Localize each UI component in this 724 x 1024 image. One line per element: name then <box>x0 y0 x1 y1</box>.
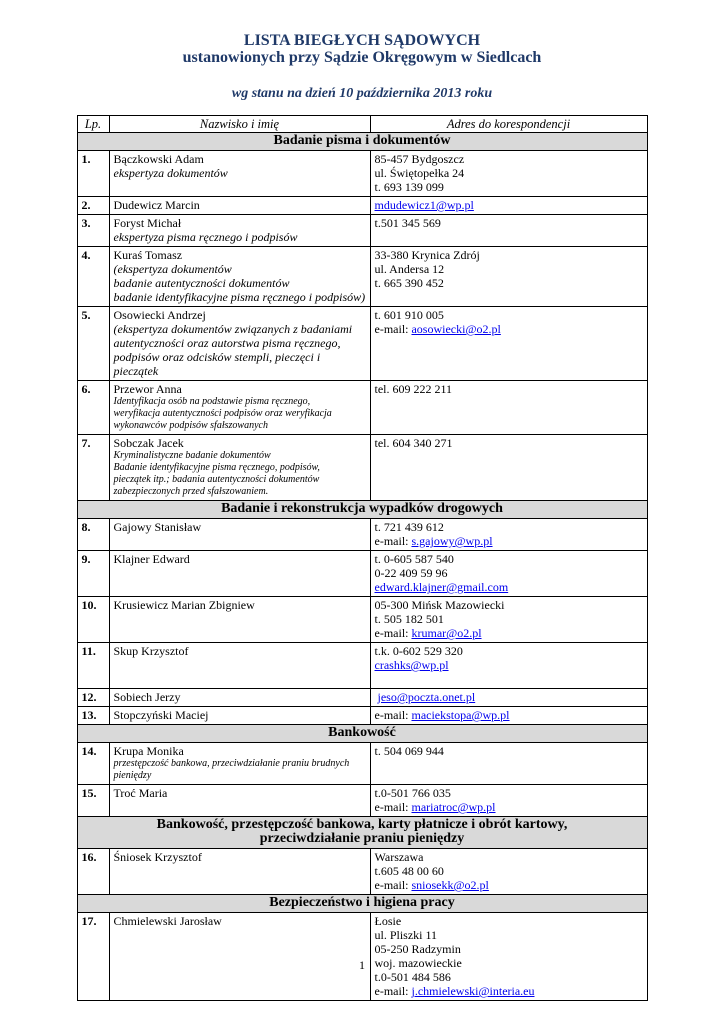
address-line: 85-457 Bydgoszcz <box>374 152 465 166</box>
column-header-address: Adres do korespondencji <box>370 116 647 133</box>
address-cell <box>370 913 647 1001</box>
expert-name: Krusiewicz Marian Zbigniew <box>113 598 255 612</box>
expert-specialty-line: podpisów oraz odcisków stempli, pieczęci i pieczątek <box>113 350 321 378</box>
address-line <box>375 580 643 594</box>
expert-name-cell <box>109 643 370 689</box>
address-line: e-mail: maciekstopa@wp.pl <box>374 708 510 722</box>
expert-specialty-line: zabezpieczonych przed sfałszowaniem. <box>113 486 269 497</box>
expert-name-cell <box>109 849 370 895</box>
expert-specialty-line: (ekspertyza dokumentów związanych z badaniami <box>113 322 353 336</box>
address-cell <box>370 215 647 247</box>
expert-name-cell <box>109 551 370 597</box>
email-link[interactable]: krumar@o2.pl <box>411 626 482 640</box>
email-link[interactable]: crashks@wp.pl <box>374 658 449 672</box>
row-number: 2. <box>77 197 109 215</box>
expert-row <box>77 151 647 197</box>
address-line: t. 693 139 099 <box>374 180 444 194</box>
row-number: 16. <box>77 849 109 895</box>
address-line: Warszawa <box>374 850 424 864</box>
expert-row <box>77 435 647 501</box>
document-subtitle: wg stanu na dzień 10 października 2013 roku <box>231 86 493 101</box>
expert-name: Troć Maria <box>113 786 168 800</box>
expert-row <box>77 785 647 817</box>
address-line: ul. Świętopełka 24 <box>374 166 465 180</box>
experts-table-body <box>77 133 647 1001</box>
email-link[interactable]: sniosekk@o2.pl <box>411 878 489 892</box>
email-link[interactable]: jeso@poczta.onet.pl <box>377 690 476 704</box>
address-line: t. 0-605 587 540 <box>374 552 454 566</box>
expert-row <box>77 597 647 643</box>
email-link[interactable]: s.gajowy@wp.pl <box>411 534 493 548</box>
address-line: e-mail: krumar@o2.pl <box>374 626 482 640</box>
address-cell <box>370 597 647 643</box>
expert-name-cell <box>109 435 370 501</box>
page-number: 1 <box>359 958 365 972</box>
section-title-line: Bankowość, przestępczość bankowa, karty płatnicze i obrót kartowy, <box>156 817 568 832</box>
address-line: e-mail: s.gajowy@wp.pl <box>374 534 493 548</box>
section-header-row <box>77 817 647 849</box>
address-cell <box>370 643 647 689</box>
expert-row <box>77 643 647 689</box>
expert-specialty-line: Identyfikacja osób na podstawie pisma ręcznego, <box>113 396 311 407</box>
expert-name: Chmielewski Jarosław <box>113 914 222 928</box>
expert-name: Kuraś Tomasz <box>113 248 183 262</box>
expert-row <box>77 215 647 247</box>
expert-row <box>77 381 647 435</box>
address-cell <box>370 197 647 215</box>
address-cell <box>370 785 647 817</box>
address-line: woj. mazowieckie <box>374 956 462 970</box>
expert-row <box>77 551 647 597</box>
expert-specialty-line: autentyczności oraz autorstwa pisma ręcznego, <box>113 336 341 350</box>
row-number: 13. <box>77 707 109 725</box>
expert-row <box>77 849 647 895</box>
expert-row <box>77 247 647 307</box>
address-line: tel. 604 340 271 <box>374 436 453 450</box>
experts-table <box>77 115 648 1001</box>
address-line: 0-22 409 59 96 <box>374 566 448 580</box>
expert-name-cell <box>109 597 370 643</box>
email-link[interactable]: maciekstopa@wp.pl <box>411 708 510 722</box>
expert-name: Śniosek Krzysztof <box>113 850 202 864</box>
expert-row <box>77 743 647 785</box>
section-title-line: Bezpieczeństwo i higiena pracy <box>269 895 455 910</box>
expert-specialty-line: pieczątek itp.; badania autentyczności dokumentów <box>113 474 320 485</box>
expert-row <box>77 197 647 215</box>
expert-name: Krupa Monika <box>113 744 184 758</box>
address-line: 05-250 Radzymin <box>374 942 461 956</box>
expert-row <box>77 707 647 725</box>
expert-name: Skup Krzysztof <box>113 644 189 658</box>
address-line: e-mail: j.chmielewski@interia.eu <box>374 984 535 998</box>
expert-row <box>77 519 647 551</box>
address-line: t. 505 182 501 <box>374 612 444 626</box>
address-line <box>375 198 643 212</box>
row-number: 5. <box>77 307 109 381</box>
address-line: t.501 345 569 <box>374 216 441 230</box>
expert-row <box>77 307 647 381</box>
expert-name-cell <box>109 743 370 785</box>
section-header-row <box>77 133 647 151</box>
expert-name: Sobczak Jacek <box>113 436 184 450</box>
expert-specialty-line: Badanie identyfikacyjne pisma ręcznego, podpisów, <box>113 462 320 473</box>
expert-name: Stopczyński Maciej <box>113 708 209 722</box>
address-line: e-mail: sniosekk@o2.pl <box>374 878 489 892</box>
address-line: 33-380 Krynica Zdrój <box>374 248 480 262</box>
expert-name: Bączkowski Adam <box>113 152 204 166</box>
expert-specialty-line: Kryminalistyczne badanie dokumentów <box>113 450 271 461</box>
row-number: 17. <box>77 913 109 1001</box>
expert-specialty-line: weryfikacja autentyczności podpisów oraz weryfikacja <box>113 408 332 419</box>
section-title-line: Badanie i rekonstrukcja wypadków drogowych <box>221 501 503 516</box>
row-number: 6. <box>77 381 109 435</box>
expert-name-cell <box>109 519 370 551</box>
address-line <box>375 690 643 704</box>
expert-name-cell <box>109 785 370 817</box>
address-cell <box>370 849 647 895</box>
expert-specialty-line: pieniędzy <box>113 770 152 781</box>
section-title <box>77 817 647 849</box>
address-line: t. 504 069 944 <box>374 744 444 758</box>
address-line: e-mail: mariatroc@wp.pl <box>374 800 496 814</box>
row-number: 1. <box>77 151 109 197</box>
expert-name: Sobiech Jerzy <box>113 690 181 704</box>
address-line: t. 601 910 005 <box>374 308 444 322</box>
address-line: t. 665 390 452 <box>374 276 444 290</box>
row-number: 8. <box>77 519 109 551</box>
expert-specialty-line: (ekspertyza dokumentów <box>113 262 232 276</box>
address-cell <box>370 551 647 597</box>
section-title <box>77 725 647 743</box>
address-line: t.605 48 00 60 <box>374 864 444 878</box>
row-number: 10. <box>77 597 109 643</box>
address-line: ul. Andersa 12 <box>374 262 445 276</box>
row-number: 7. <box>77 435 109 501</box>
address-cell <box>370 435 647 501</box>
expert-specialty-line: badanie autentyczności dokumentów <box>113 276 290 290</box>
document-title <box>0 0 724 66</box>
email-link[interactable]: mdudewicz1@wp.pl <box>374 198 474 212</box>
address-line: t.k. 0-602 529 320 <box>374 644 463 658</box>
expert-name: Dudewicz Marcin <box>113 198 200 212</box>
expert-name-cell <box>109 197 370 215</box>
address-line: t.0-501 484 586 <box>374 970 451 984</box>
email-link[interactable]: aosowiecki@o2.pl <box>411 322 501 336</box>
expert-row <box>77 689 647 707</box>
row-number: 9. <box>77 551 109 597</box>
address-line <box>375 672 643 686</box>
table-header-row <box>77 116 647 133</box>
address-line: e-mail: aosowiecki@o2.pl <box>374 322 501 336</box>
expert-name: Przewor Anna <box>113 382 182 396</box>
row-number: 12. <box>77 689 109 707</box>
expert-specialty-line: ekspertyza pisma ręcznego i podpisów <box>113 230 298 244</box>
address-cell <box>370 307 647 381</box>
row-number: 14. <box>77 743 109 785</box>
expert-specialty-line: ekspertyza dokumentów <box>113 166 228 180</box>
address-cell <box>370 247 647 307</box>
row-number: 11. <box>77 643 109 689</box>
section-title <box>77 895 647 913</box>
section-title-line: przeciwdziałanie praniu pieniędzy <box>259 831 465 846</box>
section-header-row <box>77 725 647 743</box>
section-header-row <box>77 501 647 519</box>
expert-row <box>77 913 647 1001</box>
section-header-row <box>77 895 647 913</box>
address-line: Łosie <box>374 914 402 928</box>
expert-specialty-line: badanie identyfikacyjne pisma ręcznego i podpisów) <box>113 290 366 304</box>
address-line: 05-300 Mińsk Mazowiecki <box>374 598 505 612</box>
section-title <box>77 133 647 151</box>
row-number: 15. <box>77 785 109 817</box>
address-line <box>375 658 643 672</box>
column-header-lp: Lp. <box>77 116 109 133</box>
address-line: t.0-501 766 035 <box>374 786 451 800</box>
address-cell <box>370 381 647 435</box>
email-link[interactable]: edward.klajner@gmail.com <box>374 580 509 594</box>
address-cell <box>370 707 647 725</box>
row-number: 3. <box>77 215 109 247</box>
section-title <box>77 501 647 519</box>
column-header-name: Nazwisko i imię <box>109 116 370 133</box>
expert-name-cell <box>109 381 370 435</box>
expert-name: Klajner Edward <box>113 552 190 566</box>
address-line: ul. Pliszki 11 <box>374 928 438 942</box>
expert-name: Gajowy Stanisław <box>113 520 202 534</box>
email-link[interactable]: j.chmielewski@interia.eu <box>411 984 535 998</box>
expert-name-cell <box>109 151 370 197</box>
address-line: t. 721 439 612 <box>374 520 444 534</box>
address-cell <box>370 743 647 785</box>
row-number: 4. <box>77 247 109 307</box>
expert-specialty-line: przestępczość bankowa, przeciwdziałanie praniu brudnych <box>113 758 350 769</box>
address-line: tel. 609 222 211 <box>374 382 453 396</box>
section-title-line: Badanie pisma i dokumentów <box>273 133 451 148</box>
expert-name-cell <box>109 247 370 307</box>
address-cell <box>370 151 647 197</box>
expert-name-cell <box>109 307 370 381</box>
expert-name-cell <box>109 913 370 1001</box>
title-line-1: LISTA BIEGŁYCH SĄDOWYCH <box>243 32 481 49</box>
expert-specialty-line: wykonawców podpisów sfałszowanych <box>113 420 268 431</box>
section-title-line: Bankowość <box>328 725 396 740</box>
expert-name: Osowiecki Andrzej <box>113 308 206 322</box>
address-cell <box>370 689 647 707</box>
expert-name: Foryst Michał <box>113 216 182 230</box>
expert-name-cell <box>109 215 370 247</box>
title-line-2: ustanowionych przy Sądzie Okręgowym w Siedlcach <box>182 49 542 66</box>
expert-name-cell <box>109 707 370 725</box>
expert-name-cell <box>109 689 370 707</box>
address-cell <box>370 519 647 551</box>
email-link[interactable]: mariatroc@wp.pl <box>411 800 496 814</box>
